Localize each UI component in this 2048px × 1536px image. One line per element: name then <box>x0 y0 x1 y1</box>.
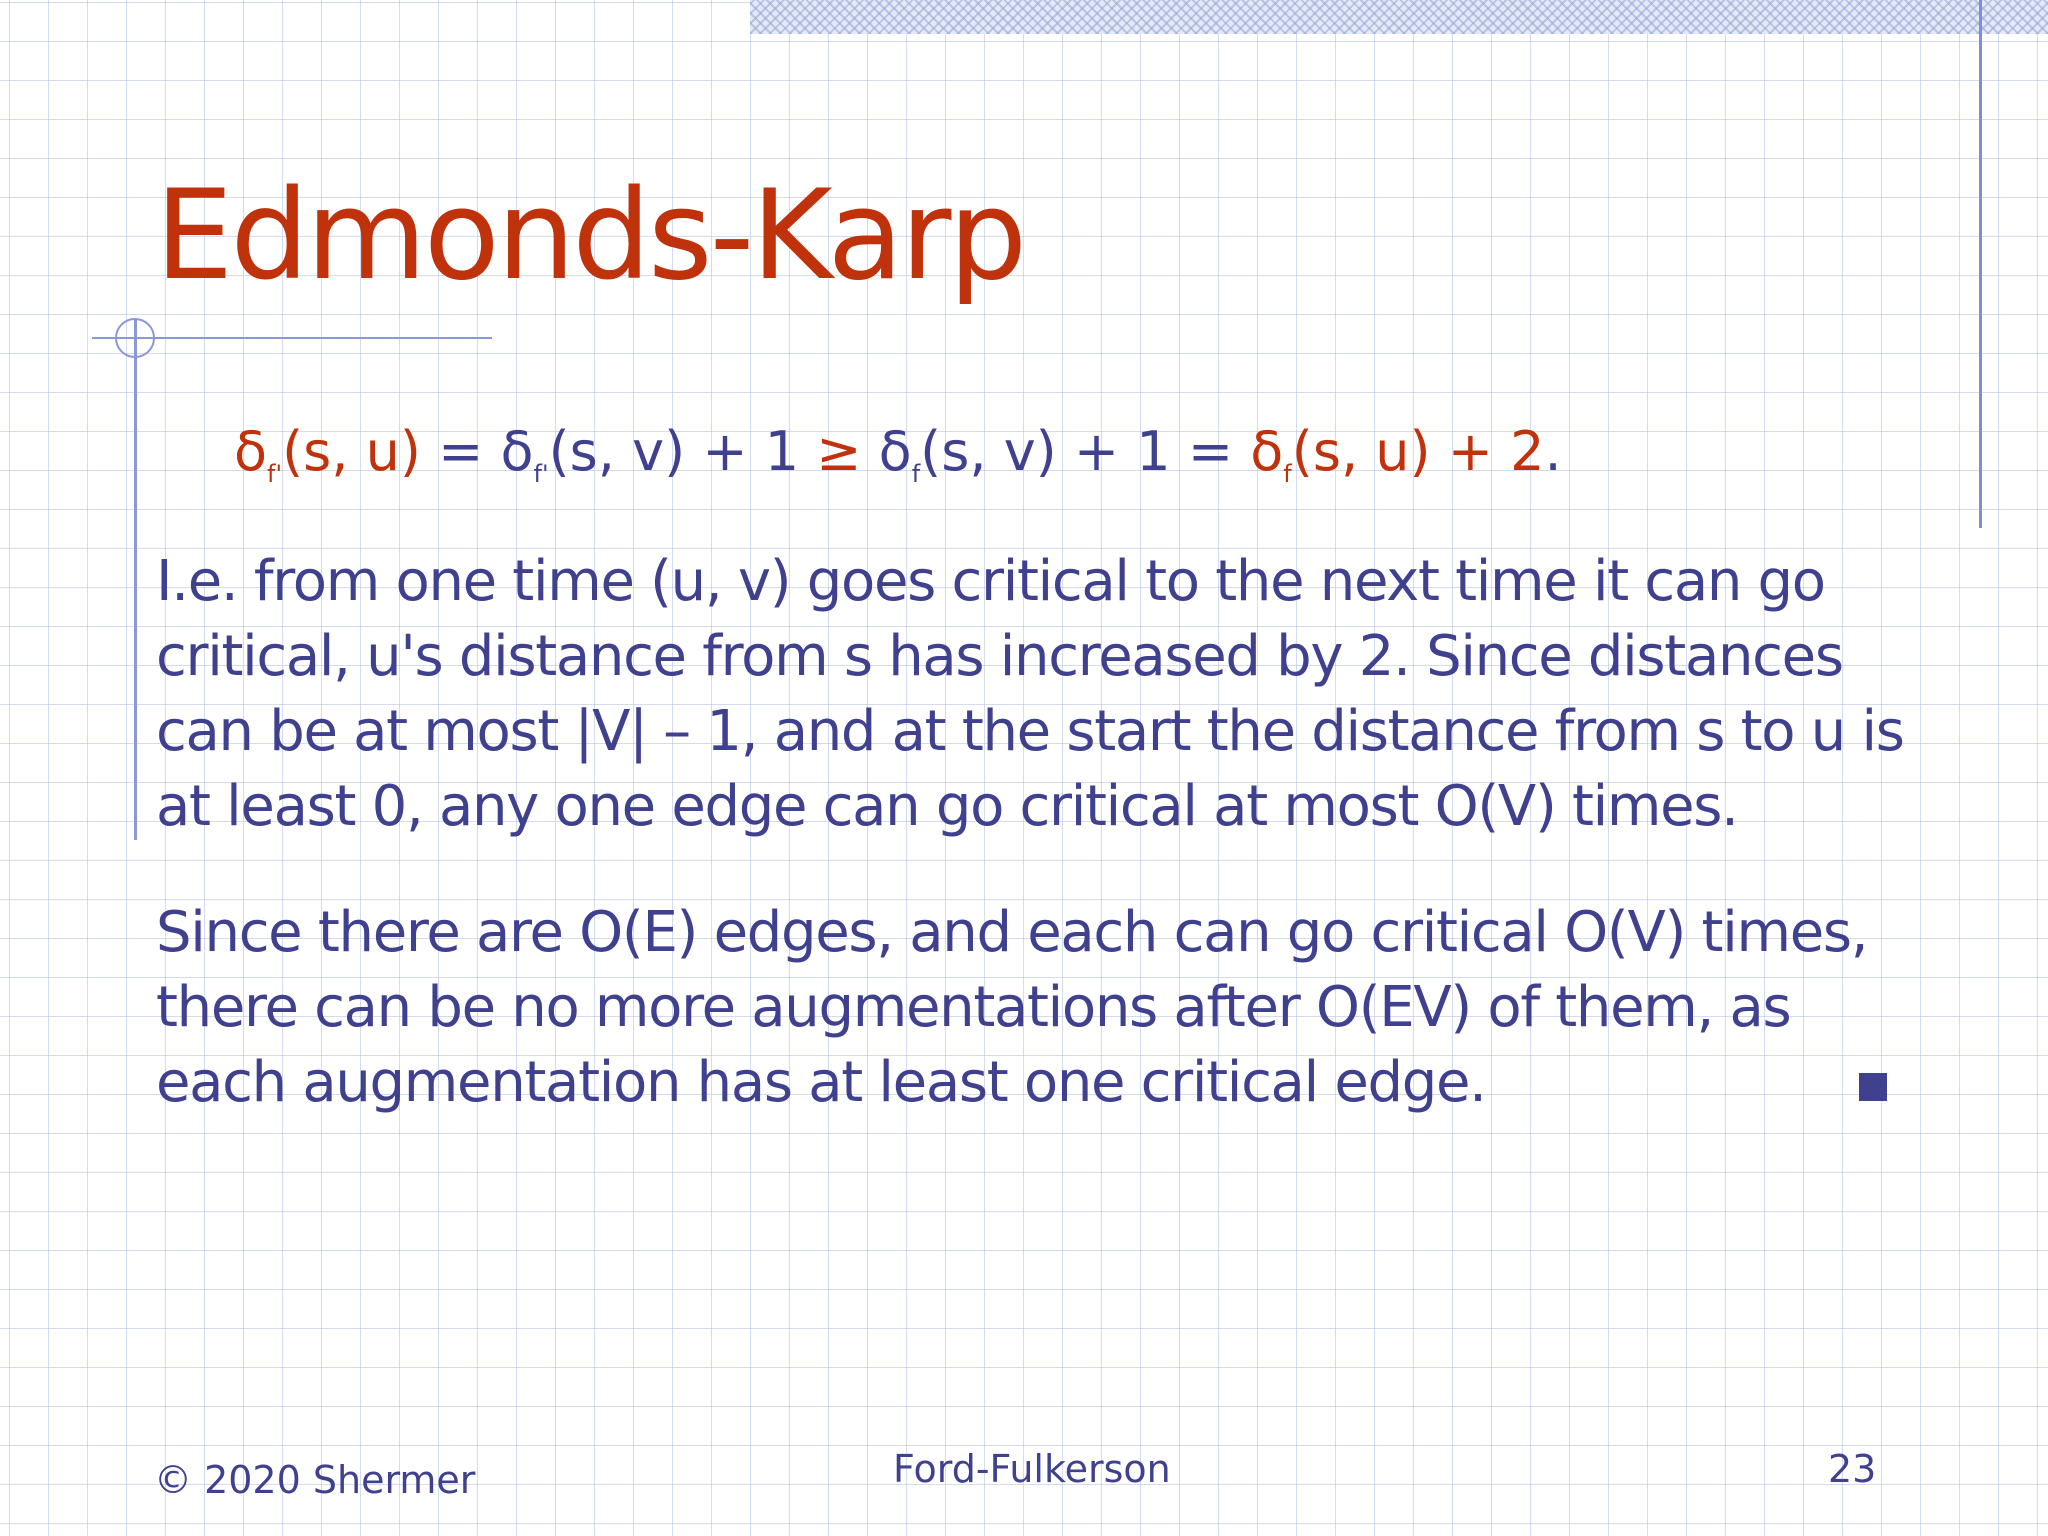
left-vertical-rule <box>134 320 137 840</box>
footer-topic: Ford-Fulkerson <box>893 1447 1171 1491</box>
equation-term-4: $\delta_f(s$, u) + 2 <box>1250 420 1545 488</box>
slide-title: Edmonds-Karp <box>155 164 1025 308</box>
body-paragraph-augmentation-bound: Since there are O(E) edges, and each can go critical O(V) times, there can be no more augmentations after O(EV) of them, as each augmentation has at least one critical edge. <box>156 900 1868 1115</box>
equation-term-1: $\delta_{f'}(s$, u) <box>234 420 421 488</box>
top-decorative-band <box>750 0 2048 34</box>
slide-number: 23 <box>1828 1447 1877 1491</box>
equation-line <box>234 420 1562 488</box>
right-vertical-rule <box>1979 0 1982 528</box>
equation-geq: ≥ <box>799 420 879 483</box>
crosshair-circle-icon <box>115 318 155 358</box>
equation-term-2: = $\delta_{f'}(s$, v) + 1 <box>420 420 800 488</box>
equation-term-3: $\delta_f(s$, v) + 1 = <box>878 420 1251 488</box>
end-of-proof-square-icon <box>1859 1073 1887 1101</box>
footer-copyright: © 2020 Shermer <box>154 1458 476 1502</box>
equation-period: . <box>1544 420 1562 483</box>
body-paragraph-critical-distance: I.e. from one time (u, v) goes critical to the next time it can go critical, u's distance from s has increased by 2. Since distances can be at most |V| – 1, and at the start the distance from s to u is at least 0, any one edge can go critical at most O(V) times. <box>156 549 1904 839</box>
